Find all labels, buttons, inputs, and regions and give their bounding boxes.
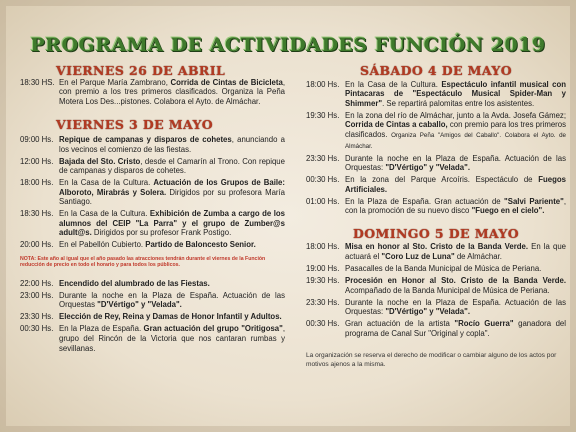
event-text: Durante la noche en la Plaza de España. Actuación de las Orquestas: [345,153,566,173]
event-description [59,209,285,238]
event-highlight: Encendido del alumbrado de las Fiestas. [59,278,210,288]
event-row [306,111,566,151]
page-title: PROGRAMA DE ACTIVIDADES FUNCIÓN 2019 [30,34,546,56]
event-highlight: "Rocío Guerra" [454,319,514,329]
event-text: , grupo del Rincón de la Victoria que nos cantaran rumbas y sevillanas. [59,324,285,353]
event-highlight: Repique de campanas y disparos de cohetes [59,134,232,144]
event-description [345,298,566,317]
event-time: 12:00 Hs. [20,156,54,166]
event-highlight: Misa en honor al Sto. Cristo de la Banda Verde. [345,242,529,252]
event-highlight: Procesión en Honor al Sto. Cristo de la Banda Verde. [345,276,566,286]
event-text: con premio para los tres primeros clasificados. [345,120,567,139]
event-text: Pasacalles de la Banda Municipal de Música de Periana. [345,264,542,274]
event-description [59,291,285,310]
event-highlight: Corrida de Cintas a caballo, [345,120,448,130]
event-highlight: Exhibición de Zumba a cargo de los alumnos del CEIP "La Parra" y el grupo de Zumber@s adult@s. [59,209,285,238]
note-text: NOTA: Este año al igual que el año pasado las atracciones tendrán durante el viernes de la Función reducción de precio en todo el horario y para todos los públicos. [20,256,266,269]
event-text: , con la promoción de su nuevo disco [345,196,566,216]
event-text: , desde el Camarín al Trono. Con repique de campanas y disparos de cohetes. [59,156,285,176]
event-highlight: "Coro Luz de Luna" [381,252,455,262]
event-highlight: Actuación de los Grupos de Baile: Alboroto, Mirabrás y Solera. [59,178,285,197]
event-text: Durante la noche en la Plaza de España. Actuación de las Orquestas [59,290,285,310]
event-text: Gran actuación de la artista [345,319,455,329]
event-description [59,78,285,107]
event-text: En el Parque María Zambrano, [59,77,171,87]
event-row [306,264,566,274]
event-description [59,157,285,176]
event-row [20,279,285,289]
event-highlight: "Fuego en el cielo". [471,206,545,216]
event-highlight: Fuegos Artificiales. [345,175,566,194]
day-heading-sunday: DOMINGO 5 DE MAYO [352,225,520,241]
left-column [20,63,285,356]
event-time: 23:00 Hs. [20,290,54,300]
event-description [59,279,285,289]
event-description [59,135,285,154]
event-text: En la zona del río de Almáchar, junto a la Avda. Josefa Gámez; [345,110,566,120]
event-description [345,154,566,173]
event-highlight: "Salvi Pariente" [504,196,564,206]
event-description [345,264,566,274]
event-row [306,80,566,109]
event-description [345,242,566,261]
event-time: 23:30 Hs. [306,153,340,163]
event-text: Dirigidos por su profesora María Santiago. [59,187,285,207]
event-text: Durante la noche en la Plaza de España. Actuación de las Orquestas: [345,297,566,317]
event-text: En la Plaza de España. Gran actuación de [345,196,505,206]
event-row [20,209,285,238]
event-time: 20:00 Hs. [20,240,54,250]
event-row [20,178,285,207]
event-highlight: Bajada del Sto. Cristo [59,156,141,166]
event-highlight: Elección de Rey, Reina y Damas de Honor Infantil y Adultos. [59,312,282,322]
event-text: de Almáchar. [454,252,502,262]
event-highlight: Partido de Baloncesto Senior. [145,240,256,250]
event-highlight: "D'Vértigo" y "Velada". [385,163,470,173]
event-row [306,197,566,216]
event-description [345,111,566,151]
event-time: 18:30 Hs. [20,209,54,219]
event-highlight: Corrida de Cintas de Bicicleta [170,77,283,87]
event-time: 18:30 HS. [20,77,55,87]
event-time: 01:00 Hs. [306,196,340,206]
event-highlight: "D'Vértigo" y "Velada". [97,300,182,310]
event-text: , anunciando a los vecinos el comienzo de las fiestas. [59,134,285,154]
event-row [20,240,285,250]
event-row [306,276,566,295]
event-time: 00:30 Hs. [306,175,340,185]
event-time: 18:00 Hs. [306,79,340,89]
event-row [306,175,566,194]
event-description [345,319,566,338]
event-highlight: "D'Vértigo" y "Velada". [385,307,470,317]
event-text: . Se repartirá palomitas entre los asistentes. [382,98,535,108]
event-highlight: Gran actuación del grupo "Oritigosa" [143,324,283,334]
event-description [345,80,566,109]
event-time: 18:00 Hs. [20,178,54,188]
event-text: En la que actuará el [345,242,566,262]
event-row [20,135,285,154]
right-column [306,63,567,370]
event-description [59,240,285,250]
event-time: 18:00 Hs. [306,242,340,252]
event-row [20,291,285,310]
event-description [59,312,285,322]
event-time: 19:30 Hs. [306,276,340,286]
events-friday-april [20,78,285,107]
event-text: , con premio a los tres primeros clasificados. Organiza la Peña Motera Los Des...pistones. Colabora el Ayto. de Almáchar. [59,77,285,106]
event-time: 19:00 Hs. [306,264,340,274]
event-text: En la Casa de la Cultura. [345,79,442,89]
event-description [345,276,566,295]
event-description [59,324,285,353]
event-time: 23:30 Hs. [20,312,54,322]
event-time: 00:30 Hs. [306,319,340,329]
event-row [306,298,566,317]
event-text: En el Pabellón Cubierto. [59,240,146,250]
event-text: Acompañado de la Banda Municipal de Música de Periana. [345,285,550,295]
event-time: 19:30 Hs. [306,110,340,120]
event-time: 23:30 Hs. [306,297,340,307]
event-row [306,319,566,338]
events-friday-may-night [20,279,285,353]
event-description [345,197,566,216]
event-text: ganadora del programa de Canal Sur "Original y copla". [345,319,566,338]
footer-disclaimer: La organización se reserva el derecho de modificar o cambiar alguno de los actos por motivos ajenos a la misma. [306,352,557,368]
day-heading-friday-may: VIERNES 3 DE MAYO [56,117,214,133]
event-description [345,175,566,194]
event-row [20,78,285,107]
event-row [306,154,566,173]
event-row [20,312,285,322]
events-sunday [306,242,566,338]
event-text: En la zona del Parque Arcoíris. Espectáculo de [345,175,539,185]
event-row [20,157,285,176]
event-highlight: Espectáculo infantil musical con Pintacaras de "Espectáculo Musical Spider-Man y Shimmer" [345,79,566,108]
day-heading-friday-april: VIERNES 26 DE ABRIL [56,63,226,78]
event-row [20,324,285,353]
event-text: En la Plaza de España. [59,324,144,334]
event-row [306,242,566,261]
event-time: 09:00 Hs. [20,134,54,144]
event-time: 00:30 Hs. [20,324,54,334]
event-description [59,178,285,207]
event-organizer: Organiza Peña "Amigos del Caballo". Colabora el Ayto. de Almáchar. [345,131,566,150]
event-text: En la Casa de la Cultura. [59,209,150,219]
day-heading-saturday: SÁBADO 4 DE MAYO [360,63,512,78]
events-saturday [306,80,566,216]
event-time: 22:00 Hs. [20,278,54,288]
event-text: Dirigidos por su profesor Frank Postigo. [91,228,232,238]
events-friday-may [20,135,285,250]
event-text: En la Casa de la Cultura. [59,178,154,188]
